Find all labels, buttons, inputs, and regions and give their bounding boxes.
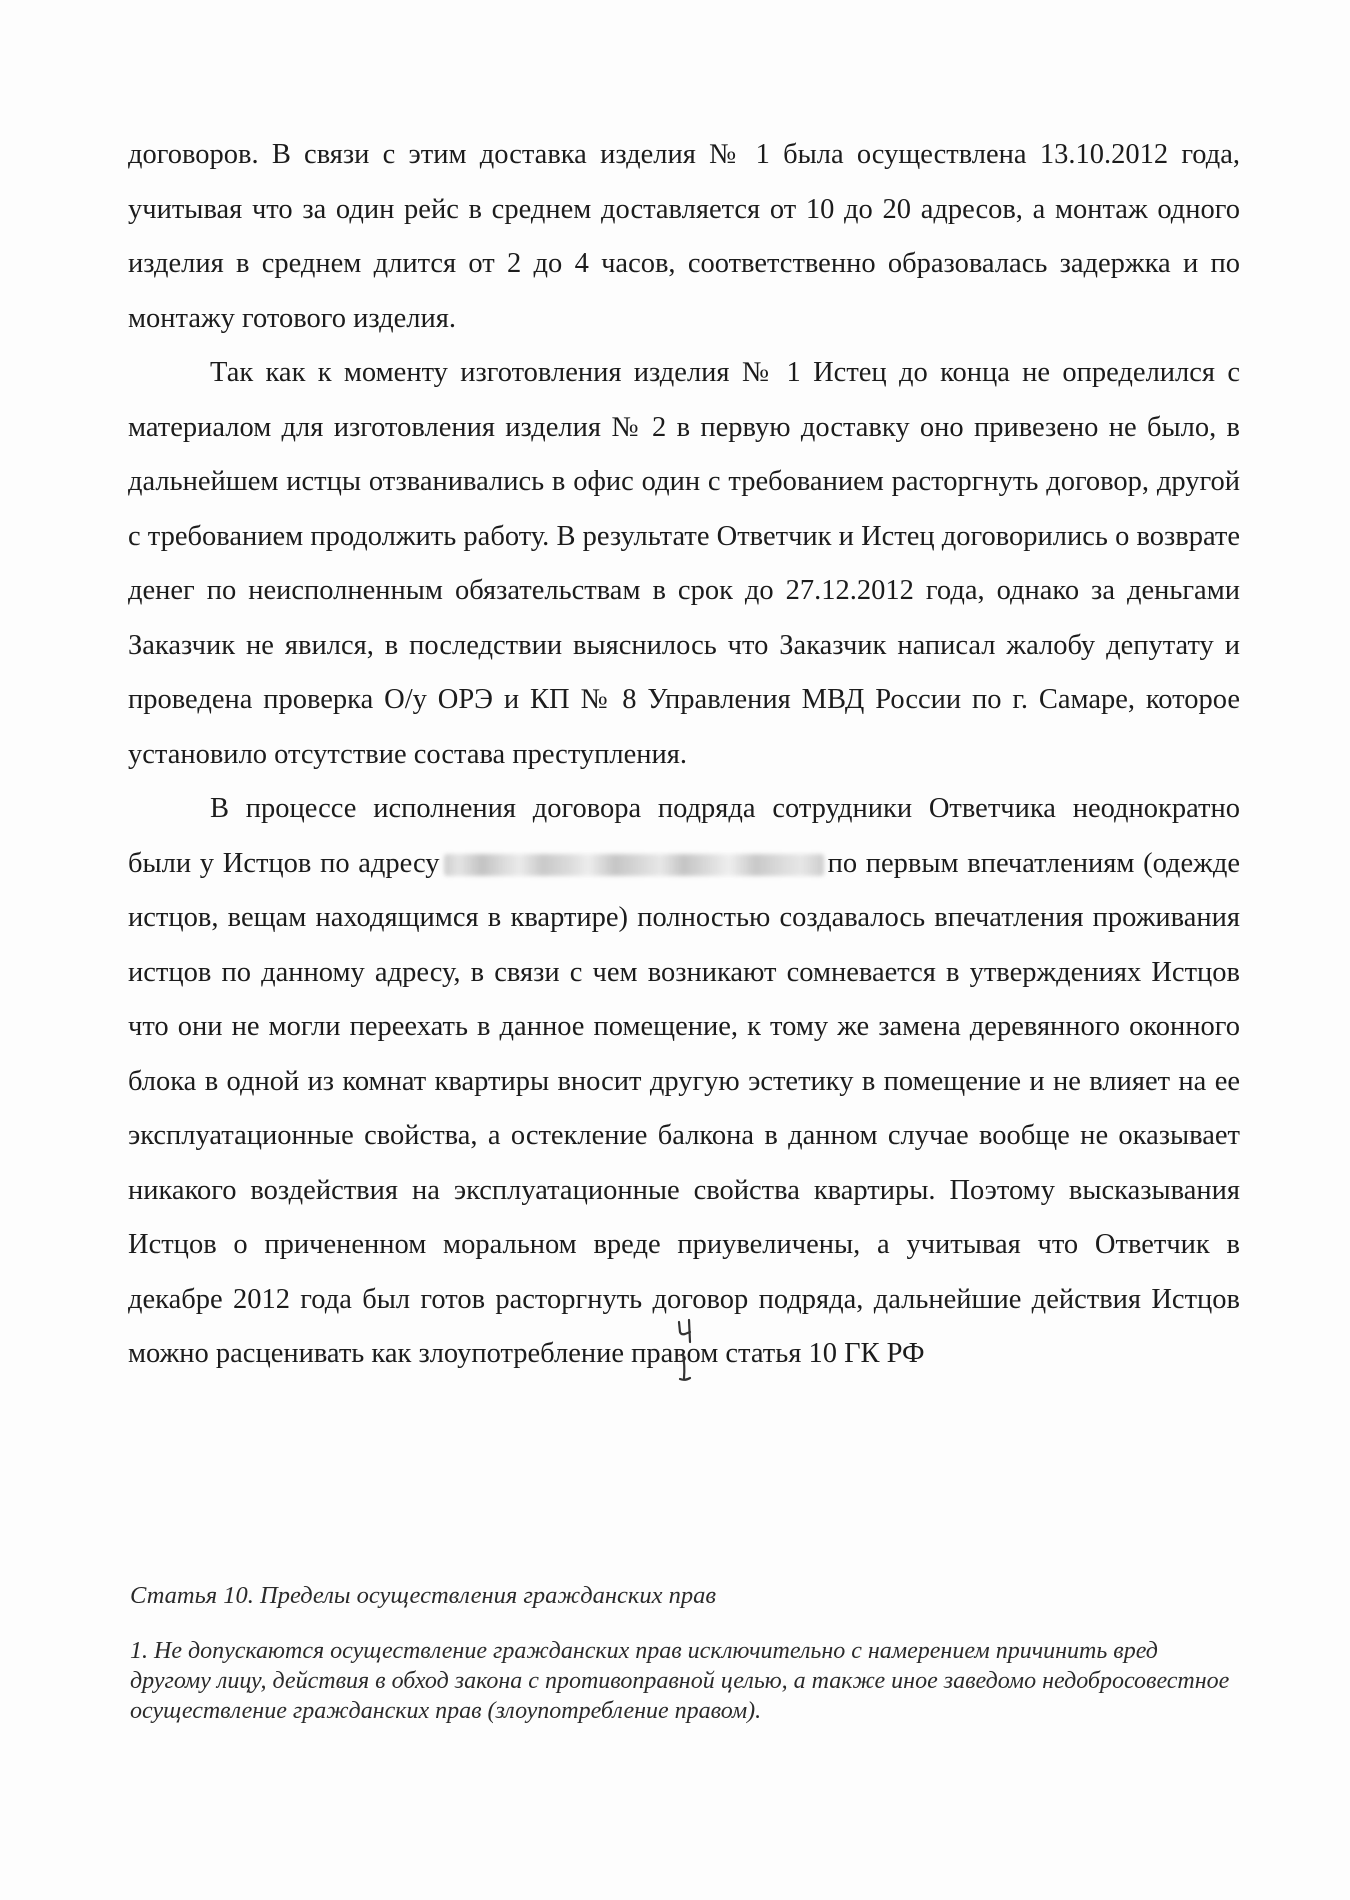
paragraph-delivery: договоров. В связи с этим доставка изделия № 1 была осуществлена 13.10.2012 года, учитывая что за один рейс в среднем доставляется от 10 до 20 адресов, а монтаж одного изделия в среднем длится от 2 до 4 часов, соответственно образовалась задержка и по монтажу готового изделия. (128, 139, 1240, 334)
redacted-address (444, 854, 824, 876)
paragraph-execution (128, 782, 1240, 1382)
paragraph-execution-part-2: по первым впечатлениям (одежде истцов, вещам находящимся в квартире) полностью создавалось впечатления проживания истцов по данному адресу, в связи с чем возникают сомневается в утверждениях Истцов что они не могли переехать в данное помещение, к тому же замена деревянного оконного блока в одной из комнат квартиры вносит другую эстетику в помещение и не влияет на ее эксплуатационные свойства, а остекление балкона в данном случае вообще не оказывает никакого воздействия на эксплуатационные свойства квартиры. Поэтому высказывания Истцов о причененном моральном вреде приувеличены, а учитывая что Ответчик в декабре 2012 года был готов расторгнуть договор подряда, дальнейшие действия Истцов можно расценивать как злоупотребление правом статья 10 ГК РФ (128, 847, 1240, 1369)
paragraph-execution-part-1: В процессе исполнения договора подряда сотрудники Ответчика неоднократно были у Истцов по адресу (128, 793, 1240, 879)
handwritten-correction-mark (674, 1316, 696, 1386)
article-title: Статья 10. Пределы осуществления гражданских прав (130, 1582, 716, 1609)
document-body (128, 128, 1240, 1382)
article-clause: 1. Не допускаются осуществление гражданских прав исключительно с намерением причинить вред другому лицу, действия в обход закона с противоправной целью, а также иное заведомо недобросовестное осуществление гражданских прав (злоупотребление правом). (130, 1638, 1230, 1724)
paragraph-contract-dispute: Так как к моменту изготовления изделия № 1 Истец до конца не определился с материалом для изготовления изделия № 2 в первую доставку оно привезено не было, в дальнейшем истцы отзванивались в офис один с требованием расторгнуть договор, другой с требованием продолжить работу. В результате Ответчик и Истец договорились о возврате денег по неисполненным обязательствам в срок до 27.12.2012 года, однако за деньгами Заказчик не явился, в последствии выяснилось что Заказчик написал жалобу депутату и проведена проверка О/у ОРЭ и КП № 8 Управления МВД России по г. Самаре, которое установило отсутствие состава преступления. (128, 357, 1240, 770)
